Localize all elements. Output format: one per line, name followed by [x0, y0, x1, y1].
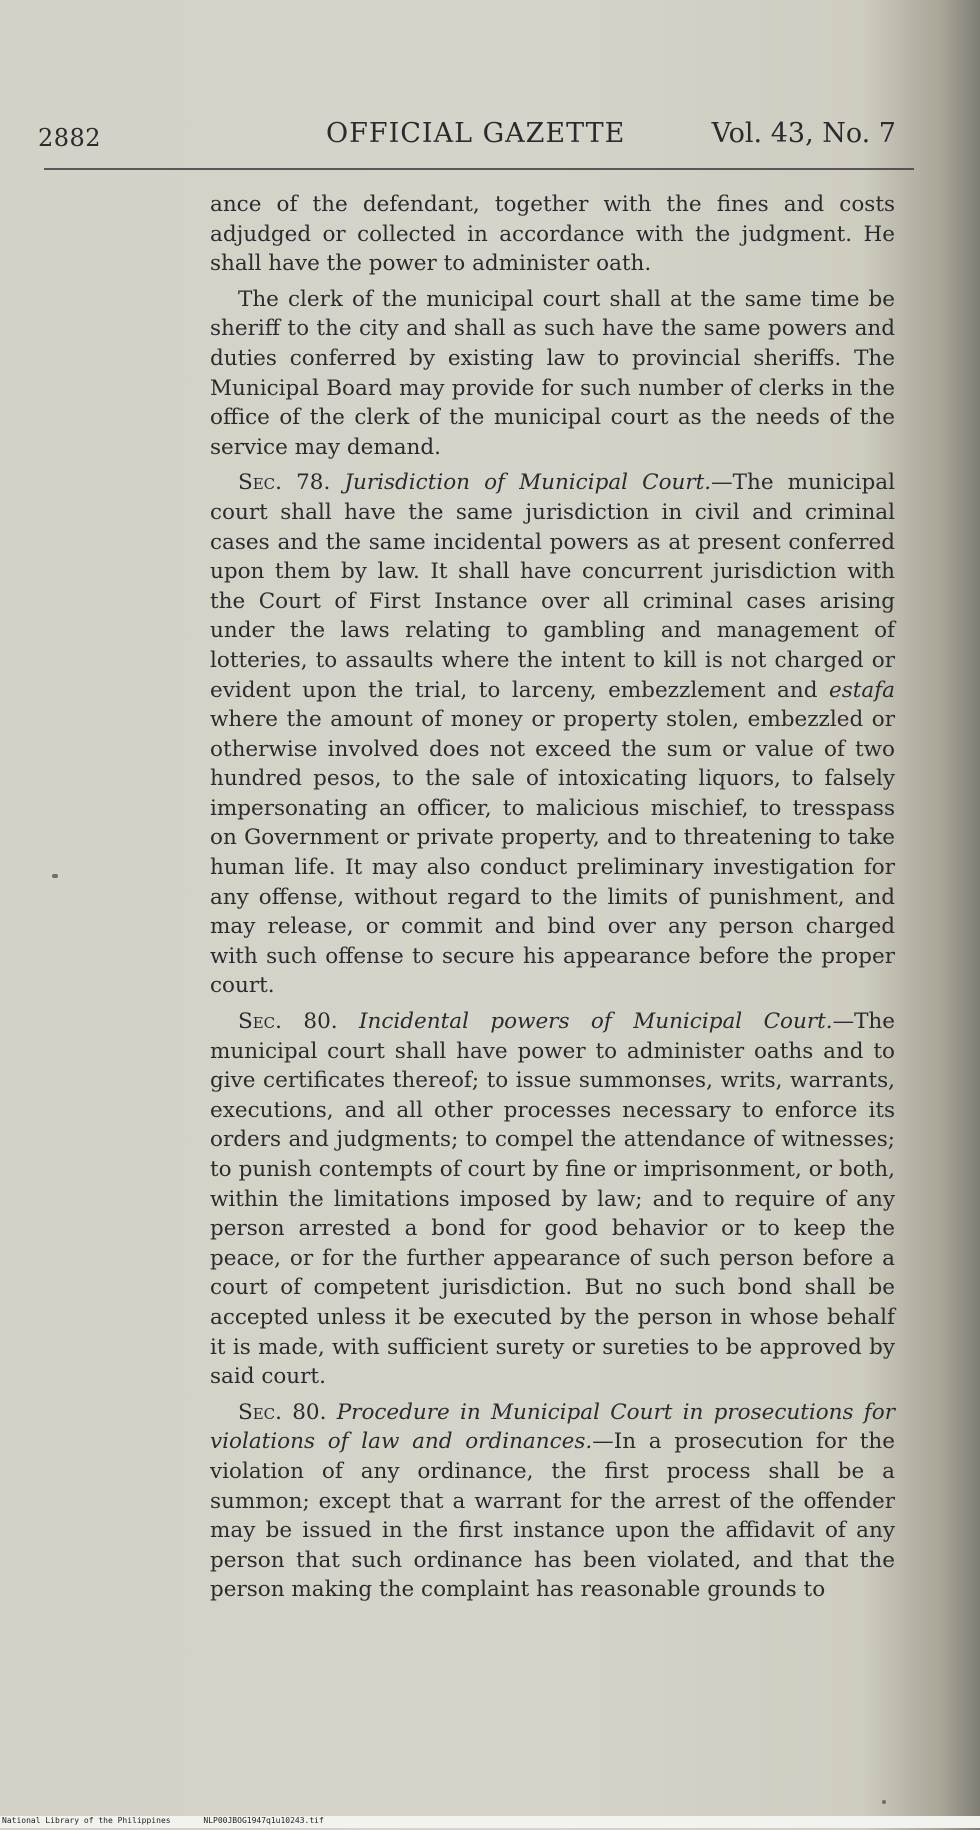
section-term: estafa [829, 677, 895, 703]
page-number: 2882 [38, 124, 102, 152]
library-credit: National Library of the Philippines [2, 1816, 171, 1825]
page-header [0, 114, 960, 154]
paragraph-clerk [210, 285, 895, 463]
section-80-incidental-powers [210, 1007, 895, 1392]
section-text-continued: where the amount of money or property stolen, embezzled or otherwise involved does not exceed the sum or value of two hundred pesos, to the sale of intoxicating liquors, to falsely impersonating an officer, to malicious mischief, to tresspass on Government or private property, and to threatening to take human life. It may also conduct preliminary investigation for any offense, without regard to the limits of punishment, and may release, or commit and bind over any person charged with such offense to secure his appearance before the proper court. [210, 707, 895, 999]
section-80-procedure [210, 1398, 895, 1605]
paragraph-text: The clerk of the municipal court shall at the same time be sheriff to the city and shall as such have the same powers and duties conferred by existing law to provincial sheriffs. The Municipal Board may provide for such number of clerks in the office of the clerk of the municipal court as the needs of the service may demand. [210, 286, 895, 460]
scan-footer [0, 1816, 980, 1828]
section-heading: Incidental powers of Municipal Court. [359, 1009, 833, 1035]
section-number: Sec. 80. [238, 1399, 327, 1425]
volume-number: Vol. 43, No. 7 [711, 118, 896, 149]
header-rule [44, 168, 914, 170]
section-text: —The municipal court shall have power to administer oaths and to give certificates thereof; to issue summonses, writs, warrants, executions, and all other processes necessary to enforce its orders and judgments; to compel the attendance of witnesses; to punish contempts of court by fine or imprisonment, or both, within the limitations imposed by law; and to require of any person arrested a bond for good behavior or to keep the peace, or for the further appearance of such person before a court of competent jurisdiction. But no such bond shall be accepted unless it be executed by the person in whose behalf it is made, with sufficient surety or sureties to be approved by said court. [210, 1009, 895, 1390]
section-heading: Jurisdiction of Municipal Court. [344, 470, 712, 496]
section-78 [210, 468, 895, 1001]
section-number: Sec. 80. [238, 1009, 338, 1035]
paragraph-continuation [210, 190, 895, 279]
body-text [210, 190, 895, 1611]
paragraph-text: ance of the defendant, together with the fines and costs adjudged or collected in accordance with the judgment. He shall have the power to administer oath. [210, 192, 895, 277]
section-text: —In a prosecution for the violation of any ordinance, the first process shall be a summon; except that a warrant for the arrest of the offender may be issued in the first instance upon the affidavit of any person that such ordinance has been violated, and that the person making the complaint has reasonable grounds to [210, 1429, 895, 1603]
file-id: NLP00JBOG1947q1u10243.tif [203, 1816, 324, 1825]
section-heading: Procedure in Municipal Court in prosecutions for violations of law and ordinances. [210, 1399, 895, 1455]
section-text: —The municipal court shall have the same jurisdiction in civil and criminal cases and the same incidental powers as at present conferred upon them by law. It shall have concurrent jurisdiction with the Court of First Instance over all criminal cases arising under the laws relating to gambling and management of lotteries, to assaults where the intent to kill is not charged or evident upon the trial, to larceny, embezzlement and [210, 470, 895, 703]
paper-speck [882, 1800, 886, 1804]
section-number: Sec. 78. [238, 470, 331, 496]
paper-speck [52, 874, 58, 878]
publication-title: OFFICIAL GAZETTE [326, 118, 626, 149]
